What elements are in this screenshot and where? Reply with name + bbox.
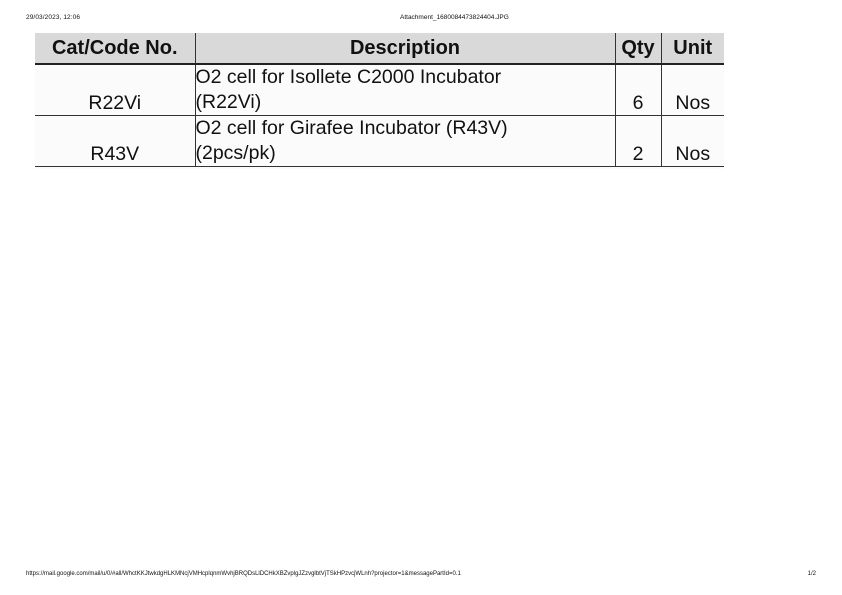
- description-line: O2 cell for Girafee Incubator (R43V): [195, 117, 508, 139]
- print-datetime: 29/03/2023, 12:06: [26, 14, 81, 21]
- cell-description: [195, 64, 615, 116]
- print-url: https://mail.google.com/mail/u/0/#all/WhctKKJtwkdgHLKMNcjVMHcplqnmWvhjBRQDsLlDCHkXBZvplgJZzvglbtVjTSkHPzvcjWLnh?projector=1&messagePartId=0.1: [26, 571, 461, 577]
- header-description: Description: [195, 33, 615, 64]
- cell-unit: Nos: [661, 116, 724, 167]
- cell-code: R43V: [35, 116, 195, 167]
- description-line: (R22Vi): [195, 91, 262, 113]
- header-cat-code: Cat/Code No.: [35, 33, 195, 64]
- description-line: O2 cell for Isollete C2000 Incubator: [195, 66, 502, 88]
- cell-unit: Nos: [661, 64, 724, 116]
- page-number: 1/2: [807, 571, 816, 577]
- cell-qty: 2: [615, 116, 661, 167]
- table-row: [35, 116, 724, 167]
- items-table: [35, 33, 724, 167]
- cell-description: [195, 116, 615, 167]
- header-unit: Unit: [661, 33, 724, 64]
- cell-code: R22Vi: [35, 64, 195, 116]
- print-title: Attachment_1680084473824404.JPG: [400, 14, 509, 21]
- description-line: (2pcs/pk): [195, 142, 276, 164]
- attachment-image: [35, 33, 724, 169]
- table-row: [35, 64, 724, 116]
- table-header-row: [35, 33, 724, 64]
- header-qty: Qty: [615, 33, 661, 64]
- cell-qty: 6: [615, 64, 661, 116]
